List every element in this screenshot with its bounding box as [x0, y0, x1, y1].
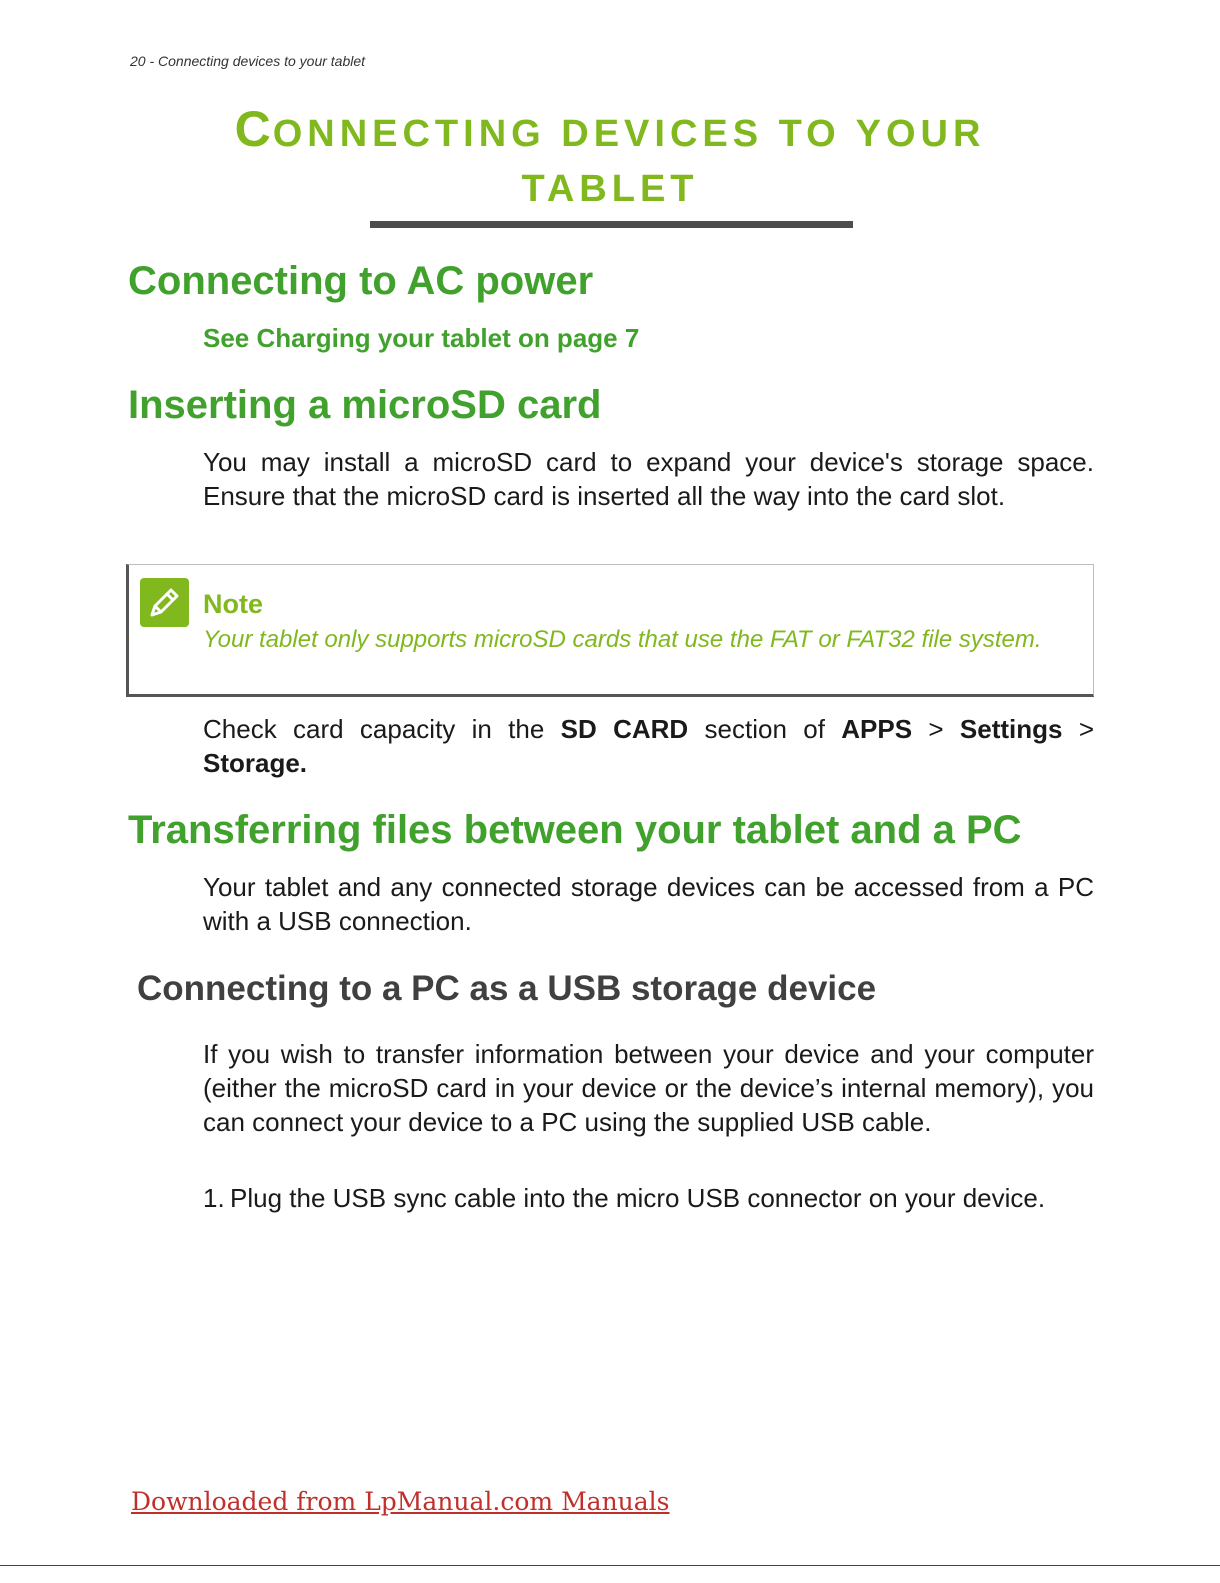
bottom-divider: [0, 1565, 1220, 1566]
usb-storage-body: If you wish to transfer information between your device and your computer (either the microSD card in your device or the device’s internal memory), you can connect your device to a PC using the supplied USB cable.: [203, 1039, 1094, 1137]
running-header: 20 - Connecting devices to your tablet: [130, 53, 366, 69]
microsd-body: You may install a microSD card to expand your device's storage space. Ensure that the microSD card is inserted all the way into the card slot.: [203, 447, 1094, 511]
list-item-number: 1.: [203, 1183, 225, 1213]
capacity-separator-1: >: [912, 714, 960, 744]
capacity-text-pre: Check card capacity in the: [203, 714, 561, 744]
capacity-settings: Settings: [959, 714, 1063, 744]
heading-transfer: Transferring files between your tablet and a PC: [128, 808, 1022, 852]
note-box: [126, 564, 1094, 697]
chapter-title: [130, 102, 1090, 217]
note-label: Note: [203, 589, 263, 619]
note-text: Your tablet only supports microSD cards that use the FAT or FAT32 file system.: [203, 626, 1042, 653]
capacity-separator-2: >: [1062, 714, 1095, 744]
pencil-icon: [140, 578, 189, 627]
footer-download-link[interactable]: Downloaded from LpManual.com Manuals: [131, 1487, 670, 1516]
heading-ac-power: Connecting to AC power: [128, 259, 594, 303]
capacity-instructions: [203, 712, 1094, 780]
heading-usb-storage: Connecting to a PC as a USB storage device: [137, 969, 877, 1008]
chapter-title-line1: ONNECTING DEVICES TO YOUR: [272, 113, 986, 155]
capacity-text-mid: section of: [688, 714, 842, 744]
capacity-sdcard: SD CARD: [560, 714, 689, 744]
chapter-title-rule: [370, 221, 853, 228]
heading-microsd: Inserting a microSD card: [128, 383, 602, 427]
capacity-apps: APPS: [841, 714, 913, 744]
chapter-title-line2: TABLET: [521, 168, 699, 210]
capacity-storage: Storage.: [203, 748, 308, 778]
transfer-body: Your tablet and any connected storage devices can be accessed from a PC with a USB connection.: [203, 872, 1094, 936]
list-item-text: Plug the USB sync cable into the micro USB connector on your device.: [230, 1183, 1046, 1213]
xref-charging-link[interactable]: See Charging your tablet on page 7: [203, 323, 640, 353]
chapter-title-initial: C: [234, 101, 273, 157]
